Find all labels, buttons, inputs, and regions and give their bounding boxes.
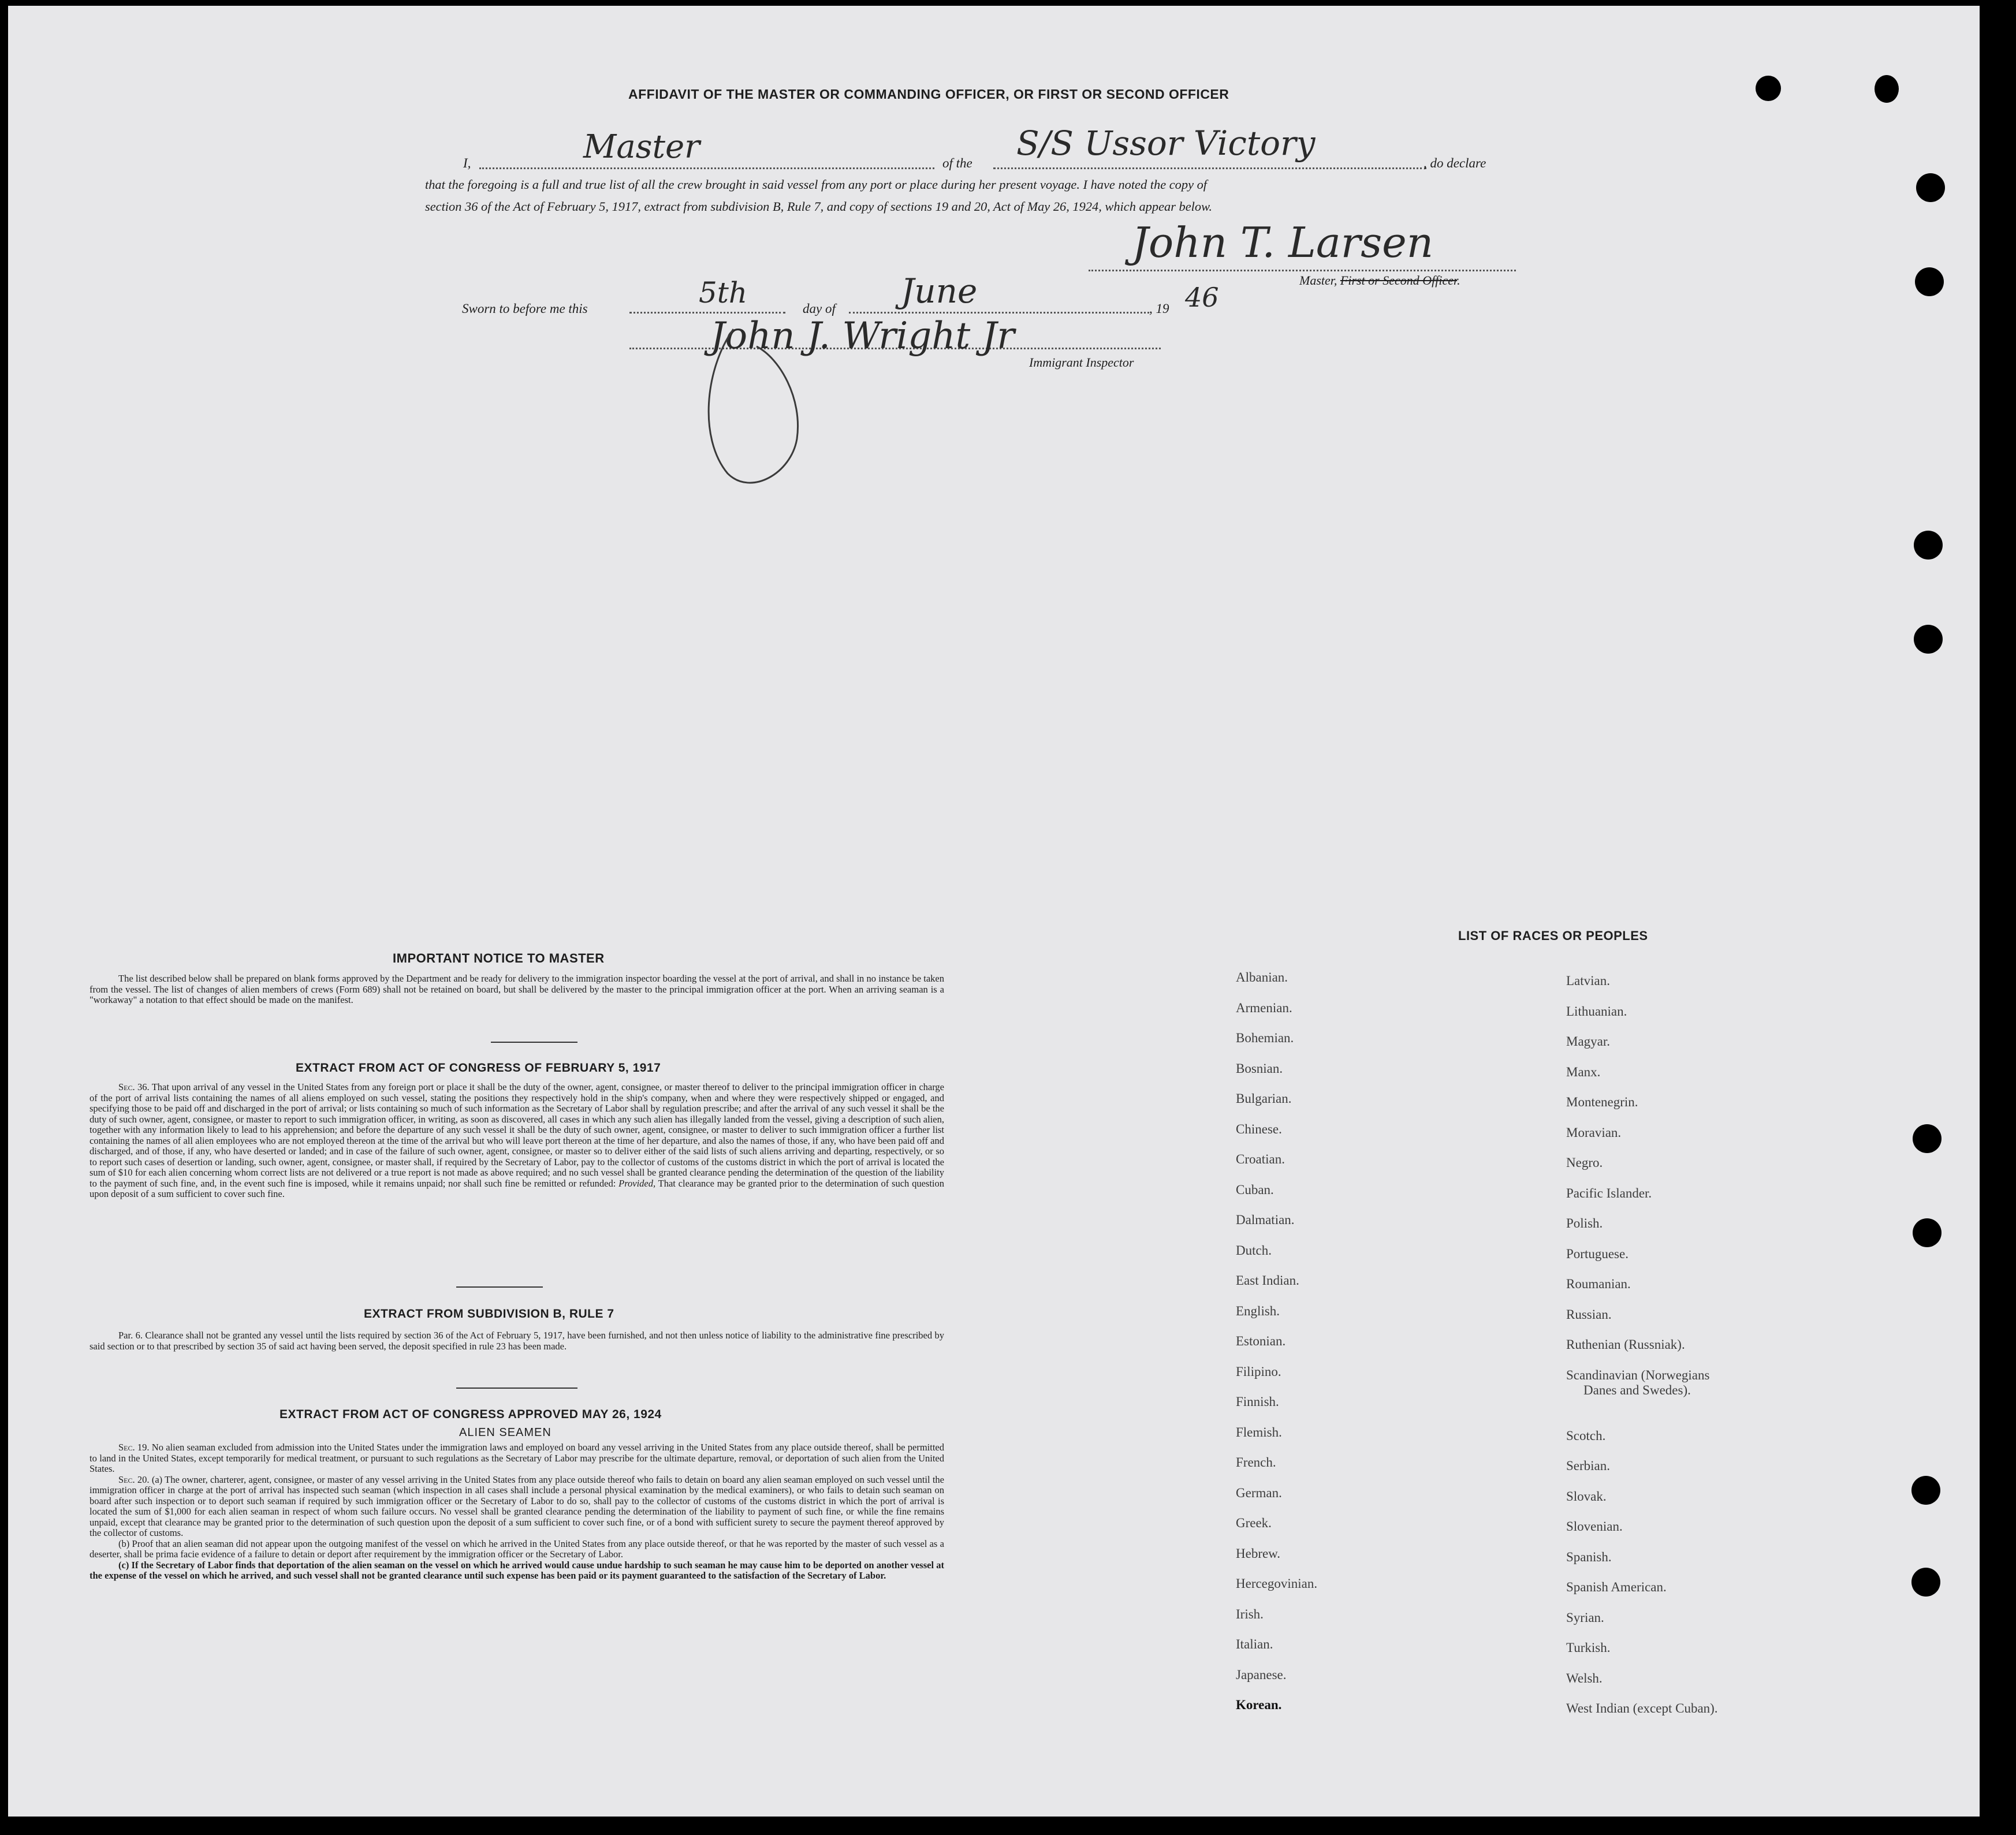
race-item: Polish. (1566, 1216, 1603, 1230)
race-item: Serbian. (1566, 1459, 1611, 1473)
race-item: Manx. (1566, 1064, 1601, 1079)
race-item: Japanese. (1236, 1667, 1287, 1682)
punch-hole (1756, 76, 1781, 101)
race-item: Roumanian. (1566, 1277, 1631, 1291)
par-6-label: Par. 6. (118, 1330, 143, 1341)
race-item: French. (1236, 1455, 1276, 1470)
sec-20a-text: (a) The owner, charterer, agent, consignee, or master of any vessel arriving in the United States from any place outside thereof who fails to detain on board any alien seaman employed on such vessel until the immigration officer in charge at the port of arrival has inspected such seaman (which inspection in all cases shall include a personal physical examination by the medical examiners), or who fails to detain such seaman on board after such inspection or to deport such seaman if required by such immigration officer or the Secretary of Labor to do so, shall pay to the collector of customs of the customs district in which the port of arrival is located the sum of $1,000 for each alien seaman in respect of whom such failure occurs. No vessel shall be granted clearance pending the determination of the liability to payment of such fine, or while the fine remains unpaid, except that clearance may be granted prior to the determination of such question upon the deposit of a sum sufficient to cover such fine, or of a bond with sufficient surety to secure the payment thereof approved by the collector of customs. (90, 1474, 945, 1538)
race-item: Armenian. (1236, 1000, 1292, 1015)
race-item: Danes and Swedes). (1583, 1382, 1691, 1397)
master-signature-handwritten: John T. Larsen (1132, 218, 1434, 267)
divider (456, 1388, 577, 1389)
race-item: Slovenian. (1566, 1519, 1623, 1534)
divider (456, 1286, 543, 1288)
affidavit-line2: that the foregoing is a full and true list of all the crew brought in said vessel from any port or place during her present voyage. I have noted the copy of (425, 177, 1208, 192)
sec-19 (90, 1442, 944, 1475)
vessel-blank (993, 167, 1426, 169)
punch-hole (1913, 1218, 1942, 1247)
race-item: Moravian. (1566, 1125, 1622, 1140)
sec-20a (90, 1475, 944, 1539)
race-item: Lithuanian. (1566, 1004, 1627, 1019)
race-item: Scotch. (1566, 1428, 1606, 1443)
sec-20b: (b) Proof that an alien seaman did not appear upon the outgoing manifest of the vessel on which he arrived in the United States from any place outside thereof, or that he was reported by the master of such vessel as a deserter, shall be prima facie evidence of a failure to detain or deport after requirement by the immigration officer or the Secretary of Labor. (90, 1538, 944, 1560)
race-item: Irish. (1236, 1606, 1264, 1621)
race-item: Scandinavian (Norwegians (1566, 1367, 1710, 1382)
rule7-body (90, 1330, 944, 1352)
officer-title-blank (479, 167, 934, 169)
race-item: Magyar. (1566, 1034, 1611, 1049)
master-caption (1299, 270, 1460, 290)
race-item: Greek. (1236, 1516, 1272, 1530)
sec-36-label: Sec. 36. (118, 1081, 150, 1092)
race-item: Portuguese. (1566, 1246, 1629, 1261)
punch-hole (1913, 1124, 1942, 1153)
sec-19-label: Sec. 19. (118, 1442, 150, 1453)
proviso-text: That clearance may be granted prior to the determination of such question upon deposit of a sum sufficient to cover such fine. (90, 1177, 945, 1199)
year-handwritten: 46 (1185, 282, 1219, 313)
sec-19-text: No alien seaman excluded from admission into the United States under the immigration laws and employed on board any vessel arriving in the United States from any place outside thereof, shall be permitted to land in the United States, except temporarily for medical treatment, or pursuant to such regulations as the Secretary of Labor may prescribe for the ultimate departure, removal, or deportation of such alien from the United States. (90, 1442, 944, 1474)
master-caption-end: . (1457, 273, 1460, 288)
race-item: Pacific Islander. (1566, 1185, 1652, 1200)
race-item: Flemish. (1236, 1424, 1282, 1439)
punch-hole (1911, 1476, 1940, 1505)
vessel-handwritten: S/S Ussor Victory (1016, 124, 1316, 163)
punch-hole (1914, 625, 1943, 654)
notice-title: IMPORTANT NOTICE TO MASTER (393, 951, 605, 965)
extract-1917-title: EXTRACT FROM ACT OF CONGRESS OF FEBRUARY 5, 1917 (296, 1061, 661, 1075)
race-item: Spanish. (1566, 1549, 1612, 1564)
inspector-signature-handwritten: John J. Wright Jr (710, 315, 1015, 357)
race-item: Montenegrin. (1566, 1095, 1638, 1109)
affidavit-i: I, (463, 156, 471, 170)
race-item: Welsh. (1566, 1670, 1603, 1685)
sec-20-label: Sec. 20. (118, 1474, 150, 1485)
race-item: German. (1236, 1485, 1282, 1500)
rule7-title: EXTRACT FROM SUBDIVISION B, RULE 7 (364, 1307, 614, 1321)
proviso-label: Provided, (618, 1177, 656, 1189)
race-item: Russian. (1566, 1307, 1612, 1322)
punch-hole (1911, 1568, 1940, 1597)
race-item: Spanish American. (1566, 1580, 1667, 1594)
extract-1924-body (90, 1442, 944, 1582)
race-item: Slovak. (1566, 1489, 1607, 1504)
race-item: East Indian. (1236, 1273, 1299, 1288)
inspector-caption: Immigrant Inspector (1029, 355, 1134, 370)
race-item: Cuban. (1236, 1182, 1274, 1197)
race-item: Bulgarian. (1236, 1091, 1292, 1106)
race-item: Dalmatian. (1236, 1213, 1295, 1227)
race-item: Croatian. (1236, 1152, 1285, 1166)
race-item: Korean. (1236, 1698, 1282, 1712)
races-title: LIST OF RACES OR PEOPLES (1458, 928, 1648, 943)
race-item: Filipino. (1236, 1364, 1281, 1379)
race-item: West Indian (except Cuban). (1566, 1701, 1718, 1715)
race-item: Turkish. (1566, 1640, 1611, 1655)
signature-flourish (699, 323, 814, 491)
of-the-label: of the (942, 156, 972, 170)
race-item: Finnish. (1236, 1394, 1279, 1409)
par-6-text: Clearance shall not be granted any vessel until the lists required by section 36 of the Act of February 5, 1917, have been furnished, and not then unless notice of liability to the administrative fine prescribed by said section or to that prescribed by section 35 of said act having been served, the deposit specified in rule 23 has been made. (90, 1330, 944, 1352)
race-item: Chinese. (1236, 1121, 1282, 1136)
extract-1924-title: EXTRACT FROM ACT OF CONGRESS APPROVED MAY 26, 1924 (280, 1408, 662, 1421)
year-prefix: , 19 (1149, 301, 1169, 316)
sworn-day-handwritten: 5th (699, 276, 748, 309)
sworn-month-blank (849, 312, 1149, 314)
sworn-day-blank (629, 312, 785, 314)
punch-hole (1916, 173, 1945, 202)
affidavit-line3: section 36 of the Act of February 5, 1917, extract from subdivision B, Rule 7, and copy of sections 19 and 20, Act of May 26, 1924, which appear below. (425, 199, 1212, 214)
day-of-label: day of (803, 301, 836, 316)
race-item: Italian. (1236, 1637, 1273, 1651)
race-item: Bosnian. (1236, 1061, 1283, 1076)
race-item: Latvian. (1566, 974, 1610, 988)
sec-20c: (c) If the Secretary of Labor finds that deportation of the alien seaman on the vessel on which he arrived would cause undue hardship to such seaman he may cause him to be deported on another vessel at the expense of the vessel on which he arrived, and such vessel shall not be granted clearance until such expense has been paid or its payment guaranteed to the satisfaction of the Secretary of Labor. (90, 1559, 944, 1581)
race-item: Dutch. (1236, 1243, 1272, 1258)
do-declare-label: , do declare (1424, 156, 1486, 170)
master-caption-master: Master, (1299, 273, 1337, 288)
punch-hole (1875, 75, 1899, 103)
race-item: Estonian. (1236, 1334, 1286, 1348)
master-caption-struck: First or Second Officer (1340, 273, 1458, 288)
race-item: Hebrew. (1236, 1546, 1281, 1561)
extract-1917-body (90, 1082, 944, 1200)
sec-36-text: That upon arrival of any vessel in the United States from any foreign port or place it shall be the duty of the owner, agent, consignee, or master thereof to deliver to the principal immigration officer in charge of the port of arrival lists containing the names of all aliens employed on such vessel, stating the positions they respectively hold in the ship's company, when and where they were respectively shipped or engaged, and specifying those to be paid off and discharged in the port of arrival; or lists containing so much of such information as the Secretary of Labor shall by regulation prescribe; and after the arrival of any such vessel it shall be the duty of such owner, agent, consignee, or master to report to such immigration officer, in writing, as soon as discovered, all cases in which any such alien has illegally landed from the vessel, giving a description of such alien, together with any information likely to lead to his apprehension; and before the departure of any such vessel it shall be the duty of such owner, agent, consignee, or master to deliver to such immigration officer a further list containing the names of all alien employees who are not employed thereon at the time of the arrival but who will leave port thereon at the time of her departure, and also the names of those, if any, who have been paid off and discharged, and of those, if any, who have deserted or landed; and in case of the failure of such owner, agent, consignee, or master so to deliver either of the said lists of such aliens arriving and departing, respectively, or so to report such cases of desertion or landing, such owner, agent, consignee, or master shall, if required by the Secretary of Labor, pay to the collector of customs of the customs district in which the port of arrival is located the sum of $10 for each alien concerning whom correct lists are not delivered or a true report is not made as above required; and no such vessel shall be granted clearance pending the determination of the question of the liability to the payment of such fine, and, in the event such fine is imposed, while it remains unpaid; nor shall such fine be remitted or refunded: (90, 1081, 945, 1189)
race-item: Bohemian. (1236, 1031, 1294, 1045)
race-item: Syrian. (1566, 1610, 1604, 1625)
race-item: English. (1236, 1303, 1280, 1318)
race-item: Hercegovinian. (1236, 1576, 1318, 1591)
sworn-label: Sworn to before me this (462, 301, 588, 316)
punch-hole (1914, 531, 1943, 560)
affidavit-title: AFFIDAVIT OF THE MASTER OR COMMANDING OFFICER, OR FIRST OR SECOND OFFICER (628, 87, 1229, 102)
officer-title-handwritten: Master (583, 128, 700, 166)
race-item: Negro. (1566, 1155, 1603, 1170)
alien-seamen-subtitle: ALIEN SEAMEN (459, 1426, 551, 1439)
sworn-month-handwritten: June (901, 271, 978, 311)
notice-body: The list described below shall be prepared on blank forms approved by the Department and be ready for delivery to the immigration inspector boarding the vessel at the port of arrival, and shall in no instance be taken from the vessel. The list of changes of alien members of crews (Form 689) shall not be retained on board, but shall be delivered by the master to the principal immigration officer at the port. When an arriving seaman is a "workaway" a notation to that effect should be made on the manifest. (90, 973, 944, 1005)
punch-hole (1915, 267, 1944, 296)
divider (491, 1042, 577, 1043)
race-item: Ruthenian (Russniak). (1566, 1337, 1685, 1352)
race-item: Albanian. (1236, 970, 1288, 984)
